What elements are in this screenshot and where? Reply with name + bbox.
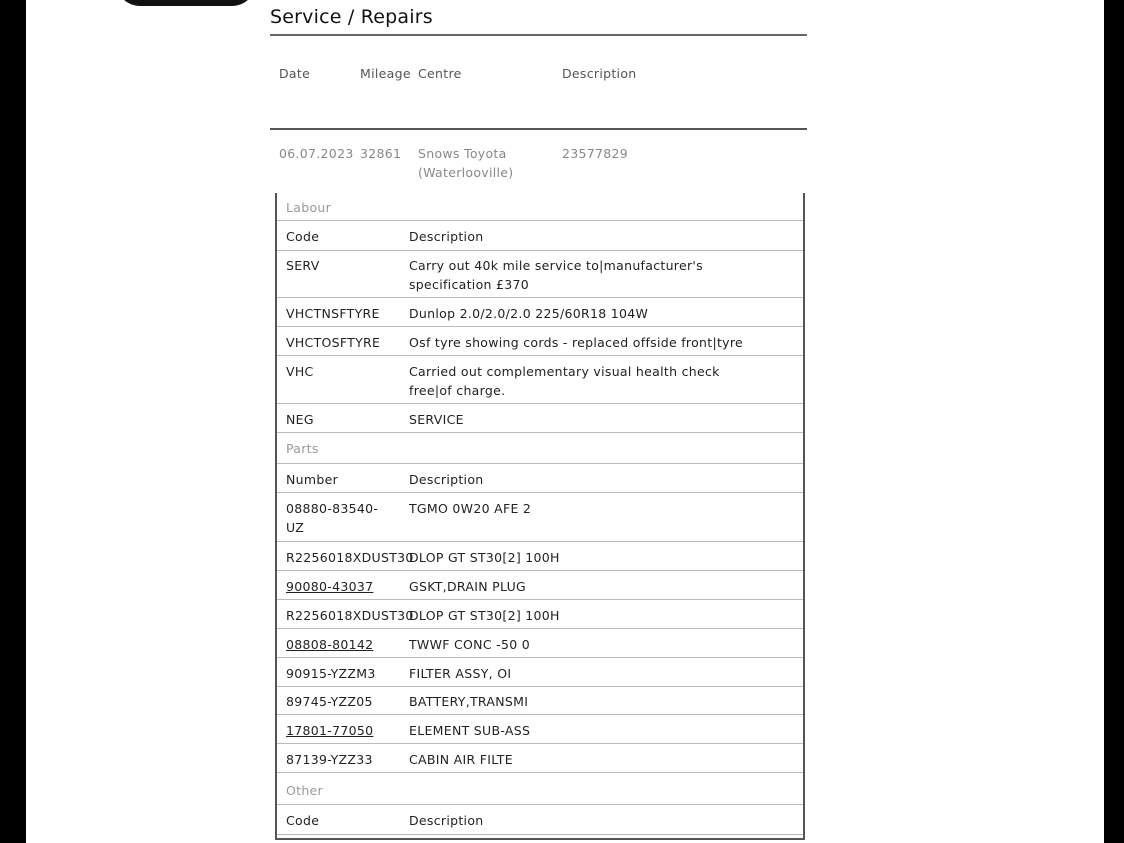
part-description: ELEMENT SUB-ASS (409, 723, 531, 738)
other-col-code: Code (286, 813, 320, 828)
part-number-line: 08880-83540- (286, 501, 379, 516)
part-description: TWWF CONC -50 0 (409, 637, 530, 652)
entry-centre-line1: Snows Toyota (418, 146, 507, 161)
part-description: CABIN AIR FILTE (409, 752, 513, 767)
table-row (277, 357, 803, 404)
labour-code: NEG (286, 412, 314, 427)
labour-column-header (277, 222, 803, 251)
labour-description: Dunlop 2.0/2.0/2.0 225/60R18 104W (409, 306, 649, 321)
entry-date: 06.07.2023 (279, 146, 354, 161)
part-description: GSKT,DRAIN PLUG (409, 579, 527, 594)
part-number: 90915-YZZM3 (286, 666, 376, 681)
part-description: DLOP GT ST30[2] 100H (409, 608, 560, 623)
table-row (277, 299, 803, 327)
table-row (277, 251, 803, 298)
table-row (277, 659, 803, 687)
labour-description (409, 256, 789, 294)
part-number-link[interactable]: 17801-77050 (286, 723, 374, 738)
labour-description-line: Carry out 40k mile service to|manufacturer's (409, 258, 703, 273)
part-description: BATTERY,TRANSMI (409, 694, 529, 709)
details-table (275, 193, 805, 840)
entry-mileage: 32861 (360, 146, 402, 161)
labour-title: Labour (286, 200, 332, 215)
table-row (277, 328, 803, 356)
header-date: Date (279, 66, 311, 81)
labour-description (409, 362, 789, 400)
table-row (277, 405, 803, 433)
table-row (277, 601, 803, 629)
entry-centre (418, 144, 513, 182)
part-number: 87139-YZZ33 (286, 752, 373, 767)
document-page (26, 0, 1104, 843)
other-section-header (277, 774, 803, 805)
parts-title: Parts (286, 441, 319, 456)
part-number-cell (286, 577, 408, 596)
parts-section-header (277, 434, 803, 464)
other-title: Other (286, 783, 323, 798)
parts-column-header (277, 465, 803, 493)
header-centre: Centre (418, 66, 462, 81)
table-row (277, 687, 803, 715)
header-mileage: Mileage (360, 66, 411, 81)
part-number-cell (286, 721, 408, 740)
part-description: FILTER ASSY, OI (409, 666, 512, 681)
labour-col-code: Code (286, 229, 320, 244)
other-column-header (277, 806, 803, 835)
parts-col-number: Number (286, 472, 339, 487)
title-divider (270, 34, 807, 36)
part-number-cell (286, 635, 408, 654)
table-row (277, 716, 803, 744)
labour-code: VHCTOSFTYRE (286, 335, 381, 350)
part-number: 89745-YZZ05 (286, 694, 373, 709)
entry-centre-line2: (Waterlooville) (418, 165, 514, 180)
table-row (277, 745, 803, 773)
header-description: Description (562, 66, 637, 81)
labour-section-header (277, 193, 803, 221)
labour-description-line: free|of charge. (409, 383, 506, 398)
part-number-link[interactable]: 90080-43037 (286, 579, 374, 594)
labour-code: VHC (286, 364, 314, 379)
table-row (277, 543, 803, 571)
labour-code: VHCTNSFTYRE (286, 306, 380, 321)
labour-code: SERV (286, 258, 320, 273)
table-row (277, 572, 803, 600)
part-number: R2256018XDUST30 (286, 608, 414, 623)
labour-description-line: specification £370 (409, 277, 530, 292)
labour-description: SERVICE (409, 412, 464, 427)
header-divider (270, 128, 807, 130)
part-number (286, 499, 408, 537)
parts-col-description: Description (409, 472, 484, 487)
logo-graphic (116, 0, 256, 6)
table-row (277, 630, 803, 658)
page-title: Service / Repairs (270, 6, 433, 28)
part-description: TGMO 0W20 AFE 2 (409, 501, 532, 516)
part-number-link[interactable]: 08808-80142 (286, 637, 374, 652)
table-row (277, 494, 803, 542)
labour-col-description: Description (409, 229, 484, 244)
part-number-line: UZ (286, 520, 305, 535)
labour-description: Osf tyre showing cords - replaced offside front|tyre (409, 335, 744, 350)
part-description: DLOP GT ST30[2] 100H (409, 550, 560, 565)
part-number: R2256018XDUST30 (286, 550, 414, 565)
other-col-description: Description (409, 813, 484, 828)
labour-description-line: Carried out complementary visual health check (409, 364, 720, 379)
entry-description: 23577829 (562, 146, 629, 161)
